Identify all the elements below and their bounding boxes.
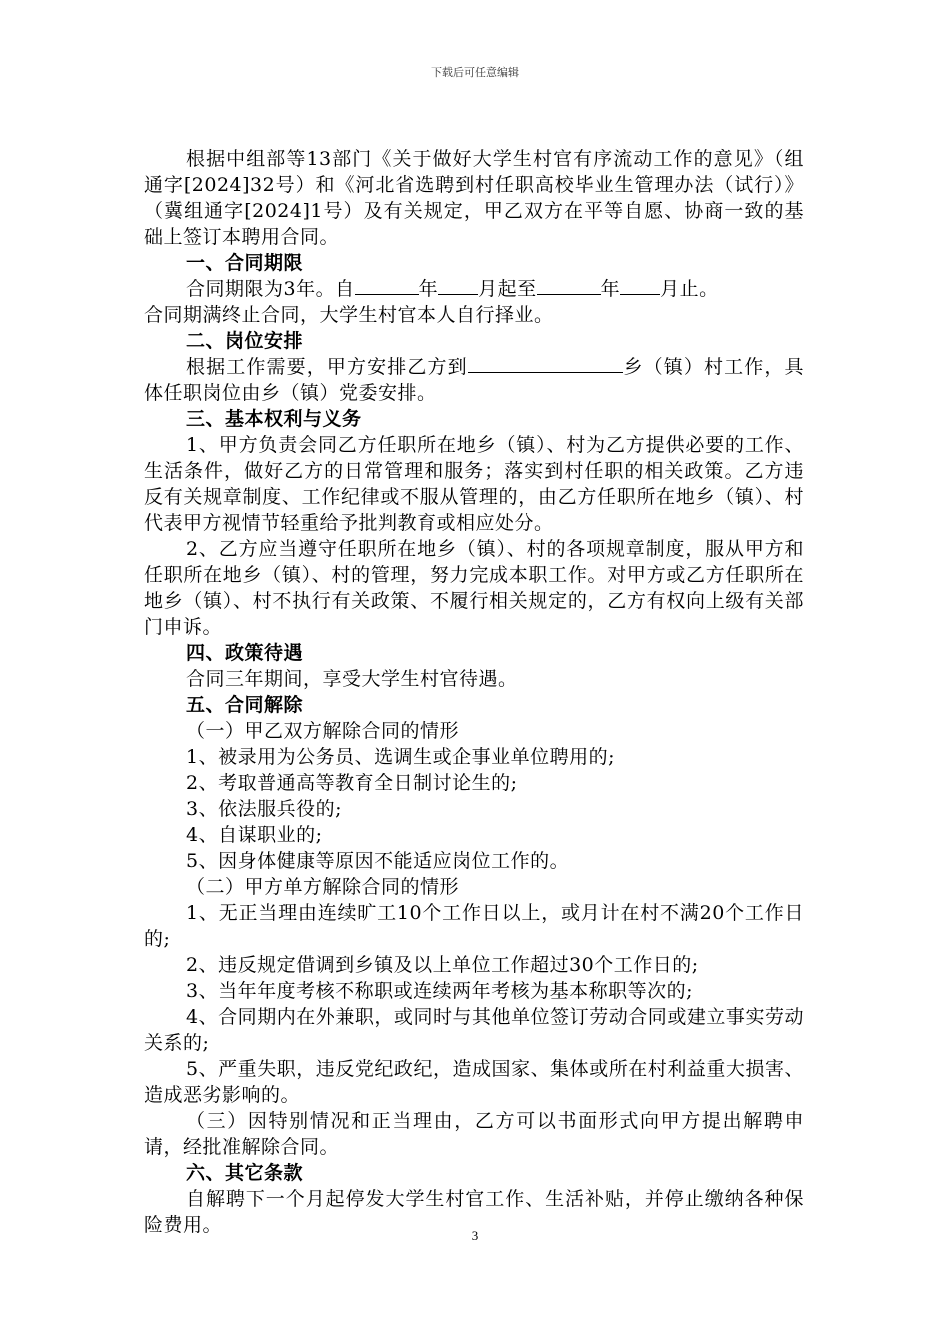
- term-text-a: 合同期限为3年。自: [186, 278, 355, 300]
- start-year-blank[interactable]: [355, 276, 419, 295]
- list-item: 1、被录用为公务员、选调生或企事业单位聘用的;: [186, 746, 615, 768]
- policy-paragraph: 合同三年期间，享受大学生村官待遇。: [186, 668, 518, 690]
- termination-sub-3: （三）因特别情况和正当理由，乙方可以书面形式向甲方提出解聘申请，经批准解除合同。: [144, 1110, 804, 1158]
- post-text-b: 乡（镇）村工作，具体任职岗位由乡（镇）党委安排。: [144, 356, 804, 404]
- contract-term-paragraph: [144, 276, 804, 302]
- termination-sub-2: （二）甲方单方解除合同的情形: [186, 876, 460, 898]
- page-header: 下载后可任意编辑: [431, 66, 519, 79]
- term-text-b: 年: [418, 278, 439, 300]
- list-item: 5、因身体健康等原因不能适应岗位工作的。: [186, 850, 570, 872]
- rights-paragraph-2: 2、乙方应当遵守任职所在地乡（镇）、村的各项规章制度，服从甲方和任职所在地乡（镇）、村的管理，努力完成本职工作。对甲方或乙方任职所在地乡（镇）、村不执行有关政策、不履行相关规定的，乙方有权向上级有关部门申诉。: [144, 538, 804, 638]
- end-month-blank[interactable]: [620, 276, 660, 295]
- list-item: 3、依法服兵役的;: [186, 798, 342, 820]
- post-arrangement-paragraph: [144, 354, 804, 406]
- term-text-e: 月止。: [660, 278, 719, 300]
- term-text-d: 年: [600, 278, 621, 300]
- section-2-heading: 二、岗位安排: [186, 330, 304, 352]
- list-item: 5、严重失职，违反党纪政纪，造成国家、集体或所在村利益重大损害、造成恶劣影响的。: [144, 1058, 804, 1106]
- section-6-heading: 六、其它条款: [186, 1162, 304, 1184]
- termination-sub-1: （一）甲乙双方解除合同的情形: [186, 720, 460, 742]
- section-5-heading: 五、合同解除: [186, 694, 304, 716]
- section-3-heading: 三、基本权利与义务: [186, 408, 362, 430]
- rights-paragraph-1: 1、甲方负责会同乙方任职所在地乡（镇）、村为乙方提供必要的工作、生活条件，做好乙方的日常管理和服务；落实到村任职的相关政策。乙方违反有关规章制度、工作纪律或不服从管理的，由乙方任职所在地乡（镇）、村代表甲方视情节轻重给予批判教育或相应处分。: [144, 434, 804, 534]
- other-terms-paragraph: 自解聘下一个月起停发大学生村官工作、生活补贴，并停止缴纳各种保险费用。: [144, 1188, 804, 1236]
- list-item: 1、无正当理由连续旷工10个工作日以上，或月计在村不满20个工作日的;: [144, 902, 804, 950]
- term-text-c: 月起至: [478, 278, 537, 300]
- post-text-a: 根据工作需要，甲方安排乙方到: [186, 356, 468, 378]
- start-month-blank[interactable]: [438, 276, 478, 295]
- section-1-heading: 一、合同期限: [186, 252, 304, 274]
- section-4-heading: 四、政策待遇: [186, 642, 304, 664]
- end-year-blank[interactable]: [537, 276, 601, 295]
- township-blank[interactable]: [468, 354, 623, 373]
- page-number: 3: [471, 1228, 479, 1243]
- intro-paragraph: 根据中组部等13部门《关于做好大学生村官有序流动工作的意见》（组通字[2024]32号）和《河北省选聘到村任职高校毕业生管理办法（试行）》（冀组通字[2024]1号）及有关规定，甲乙双方在平等自愿、协商一致的基础上签订本聘用合同。: [144, 148, 804, 248]
- list-item: 3、当年年度考核不称职或连续两年考核为基本称职等次的;: [186, 980, 693, 1002]
- contract-term-paragraph-2: 合同期满终止合同，大学生村官本人自行择业。: [144, 304, 554, 326]
- list-item: 4、合同期内在外兼职，或同时与其他单位签订劳动合同或建立事实劳动关系的;: [144, 1006, 804, 1054]
- list-item: 4、自谋职业的;: [186, 824, 323, 846]
- list-item: 2、违反规定借调到乡镇及以上单位工作超过30个工作日的;: [186, 954, 699, 976]
- list-item: 2、考取普通高等教育全日制讨论生的;: [186, 772, 518, 794]
- document-body: [144, 146, 804, 1238]
